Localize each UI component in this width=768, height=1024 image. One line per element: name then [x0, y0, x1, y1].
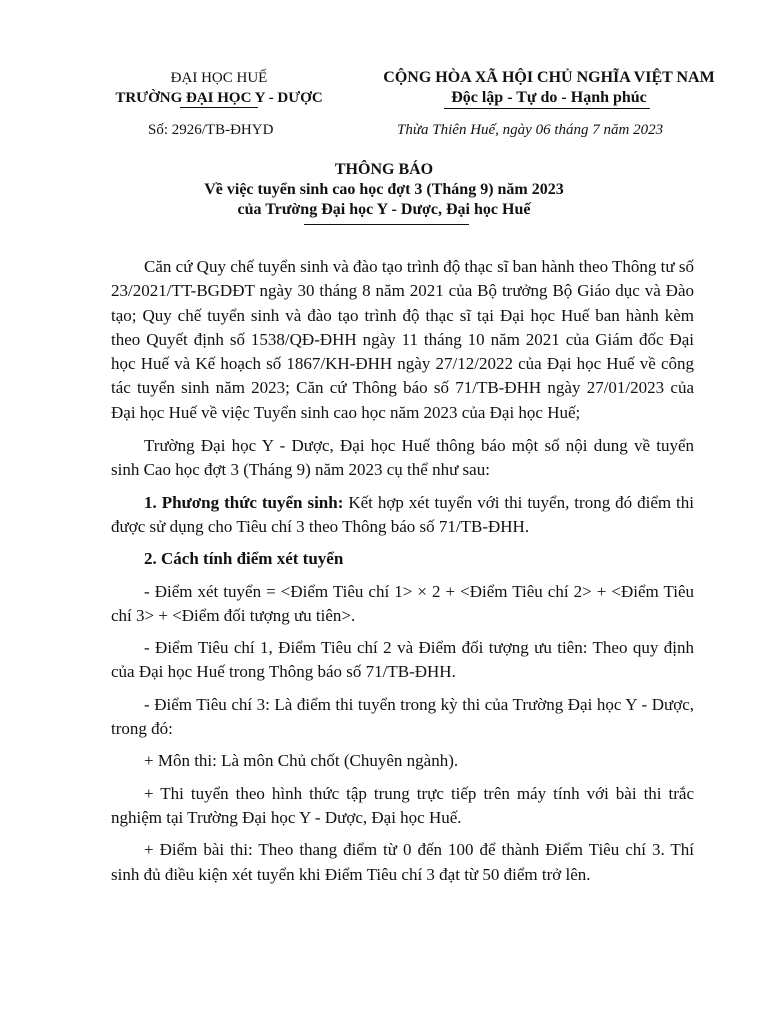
national-heading	[364, 68, 734, 108]
section-1-text: Kết hợp xét tuyển với thi tuyển, trong đó điểm thi được sử dụng cho Tiêu chí 3 theo Thông báo số 71/TB-ĐHH.	[111, 492, 695, 536]
motto: Độc lập - Tự do - Hạnh phúc	[451, 89, 647, 106]
school-name: TRƯỜNG ĐẠI HỌC Y - DƯỢC	[115, 90, 323, 106]
section-2-heading: 2. Cách tính điểm xét tuyển	[144, 549, 344, 569]
section-1-paragraph	[111, 491, 694, 540]
exam-subject-item: + Môn thi: Là môn Chủ chốt (Chuyên ngành).	[144, 751, 459, 771]
section-1-heading: 1. Phương thức tuyển sinh:	[144, 492, 344, 512]
country-name: CỘNG HÒA XÃ HỘI CHỦ NGHĨA VIỆT NAM	[383, 69, 715, 86]
formula-paragraph: - Điểm xét tuyển = <Điểm Tiêu chí 1> × 2 + <Điểm Tiêu chí 2> + <Điểm Tiêu chí 3> + <Điểm đối tượng ưu tiên>.	[111, 581, 694, 625]
exam-form-item: + Thi tuyển theo hình thức tập trung trực tiếp trên máy tính với bài thi trắc nghiệm tại Trường Đại học Y - Dược, Đại học Huế.	[111, 783, 694, 827]
score-scale-item: + Điểm bài thi: Theo thang điểm từ 0 đến 100 để thành Điểm Tiêu chí 3. Thí sinh đủ điều kiện xét tuyển khi Điểm Tiêu chí 3 đạt từ 50 điểm trở lên.	[111, 840, 694, 884]
criteria-1-2-paragraph: - Điểm Tiêu chí 1, Điểm Tiêu chí 2 và Điểm đối tượng ưu tiên: Theo quy định của Đại học Huế trong Thông báo số 71/TB-ĐHH.	[111, 638, 694, 682]
document-type: THÔNG BÁO	[334, 161, 434, 178]
title-underline	[304, 224, 469, 225]
subject-line-2: của Trường Đại học Y - Dược, Đại học Huế	[237, 201, 531, 218]
document-number: Số: 2926/TB-ĐHYD	[148, 122, 274, 138]
subject-line-1: Về việc tuyển sinh cao học đợt 3 (Tháng 9) năm 2023	[204, 181, 564, 198]
document-title	[0, 160, 768, 220]
motto-underline	[444, 108, 650, 109]
criteria-3-paragraph: - Điểm Tiêu chí 3: Là điểm thi tuyển trong kỳ thi của Trường Đại học Y - Dược, trong đó:	[111, 694, 694, 739]
document-body	[111, 255, 694, 895]
legal-basis-paragraph: Căn cứ Quy chế tuyển sinh và đào tạo trình độ thạc sĩ ban hành theo Thông tư số 23/2021/TT-BGDĐT ngày 30 tháng 8 năm 2021 của Bộ trưởng Bộ Giáo dục và Đào tạo; Quy chế tuyển sinh và đào tạo trình độ thạc sĩ tại Đại học Huế ban hành kèm theo Quyết định số 1538/QĐ-ĐHH ngày 11 tháng 10 năm 2021 của Giám đốc Đại học Huế và Kế hoạch số 1867/KH-ĐHH ngày 27/12/2022 của Đại học Huế về công tác tuyển sinh năm 2023; Căn cứ Thông báo số 71/TB-ĐHH ngày 27/01/2023 của Đại học Huế về việc Tuyển sinh cao học năm 2023 của Đại học Huế;	[111, 257, 694, 422]
school-underline	[180, 107, 258, 108]
university-name: ĐẠI HỌC HUẾ	[170, 70, 268, 86]
date-line: Thừa Thiên Huế, ngày 06 tháng 7 năm 2023	[397, 122, 664, 138]
issuer-block	[82, 68, 356, 108]
intro-paragraph: Trường Đại học Y - Dược, Đại học Huế thông báo một số nội dung về tuyển sinh Cao học đợt 3 (Tháng 9) năm 2023 cụ thể như sau:	[111, 436, 694, 480]
